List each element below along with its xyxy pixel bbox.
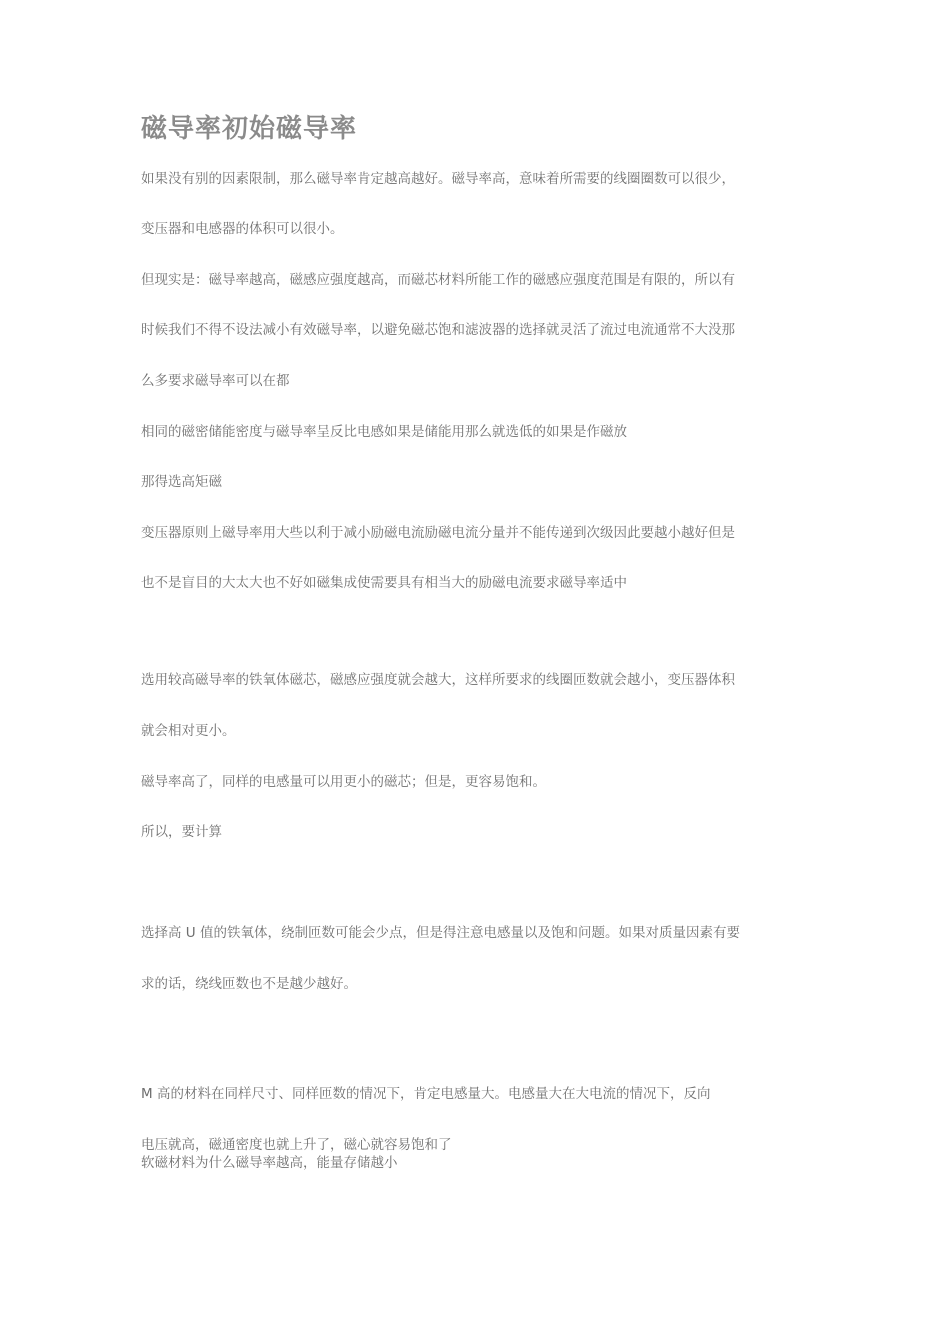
paragraph-line: 磁导率高了，同样的电感量可以用更小的磁芯；但是，更容易饱和。 <box>141 774 546 790</box>
paragraph-line: 时候我们不得不设法减小有效磁导率，以避免磁芯饱和滤波器的选择就灵活了流过电流通常不大没那 <box>141 322 735 338</box>
paragraph-line: 相同的磁密储能密度与磁导率呈反比电感如果是储能用那么就选低的如果是作磁放 <box>141 424 627 440</box>
document-title: 磁导率初始磁导率 <box>141 114 358 144</box>
paragraph-line: 所以，要计算 <box>141 824 222 840</box>
paragraph-line: 电压就高，磁通密度也就上升了，磁心就容易饱和了 <box>141 1137 452 1153</box>
paragraph-line: 么多要求磁导率可以在都 <box>141 373 290 389</box>
paragraph-line: 就会相对更小。 <box>141 723 236 739</box>
paragraph-line: 那得选高矩磁 <box>141 474 222 490</box>
paragraph-line: 软磁材料为什么磁导率越高，能量存储越小 <box>141 1155 398 1171</box>
paragraph-line: 变压器和电感器的体积可以很小。 <box>141 221 344 237</box>
paragraph-line: 如果没有别的因素限制，那么磁导率肯定越高越好。磁导率高，意味着所需要的线圈圈数可以很少， <box>141 171 735 187</box>
paragraph-line: 选用较高磁导率的铁氧体磁芯，磁感应强度就会越大，这样所要求的线圈匝数就会越小，变压器体积 <box>141 672 735 688</box>
paragraph-line: 也不是盲目的大太大也不好如磁集成使需要具有相当大的励磁电流要求磁导率适中 <box>141 575 627 591</box>
paragraph-line: 选择高 U 值的铁氧体，绕制匝数可能会少点，但是得注意电感量以及饱和问题。如果对质量因素有要 <box>141 925 740 941</box>
paragraph-line: M 高的材料在同样尺寸、同样匝数的情况下，肯定电感量大。电感量大在大电流的情况下，反向 <box>141 1086 711 1102</box>
paragraph-line: 但现实是：磁导率越高，磁感应强度越高，而磁芯材料所能工作的磁感应强度范围是有限的，所以有 <box>141 272 735 288</box>
paragraph-line: 求的话，绕线匝数也不是越少越好。 <box>141 976 357 992</box>
paragraph-line: 变压器原则上磁导率用大些以利于减小励磁电流励磁电流分量并不能传递到次级因此要越小越好但是 <box>141 525 735 541</box>
